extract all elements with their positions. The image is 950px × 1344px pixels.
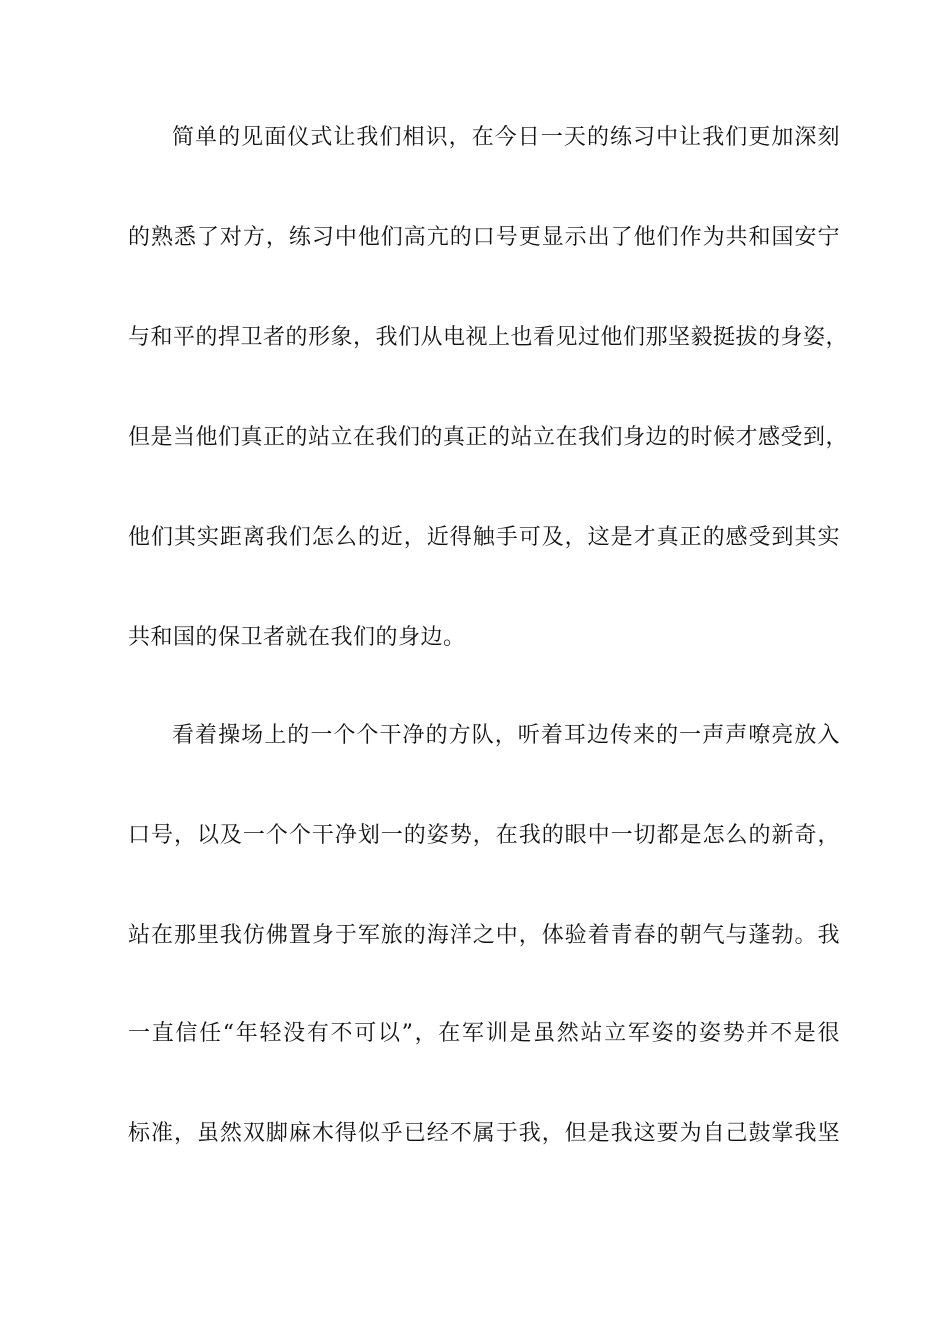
paragraph-2-line-3: 站在那里我仿佛置身于军旅的海洋之中，体验着青春的朝气与蓬勃。我 [128, 923, 840, 948]
paragraph-2-line-2: 口号，以及一个个干净划一的姿势，在我的眼中一切都是怎么的新奇， [128, 823, 840, 848]
paragraph-2-line-1: 看着操场上的一个个干净的方队，听着耳边传来的一声声嘹亮放入 [172, 723, 840, 748]
paragraph-1-line-1: 简单的见面仪式让我们相识，在今日一天的练习中让我们更加深刻 [172, 125, 840, 150]
paragraph-2-line-4: 一直信任“年轻没有不可以”，在军训是虽然站立军姿的姿势并不是很 [128, 1021, 840, 1046]
paragraph-1-line-4: 但是当他们真正的站立在我们的真正的站立在我们身边的时候才感受到， [128, 425, 849, 450]
paragraph-1-line-6: 共和国的保卫者就在我们的身边。 [128, 625, 466, 650]
paragraph-2-line-5: 标准，虽然双脚麻木得似乎已经不属于我，但是我这要为自己鼓掌我坚 [128, 1121, 840, 1146]
paragraph-1-line-2: 的熟悉了对方，练习中他们高亢的口号更显示出了他们作为共和国安宁 [128, 225, 840, 250]
paragraph-1-line-5: 他们其实距离我们怎么的近，近得触手可及，这是才真正的感受到其实 [128, 525, 840, 550]
paragraph-1-line-3: 与和平的捍卫者的形象，我们从电视上也看见过他们那坚毅挺拔的身姿， [128, 325, 849, 350]
